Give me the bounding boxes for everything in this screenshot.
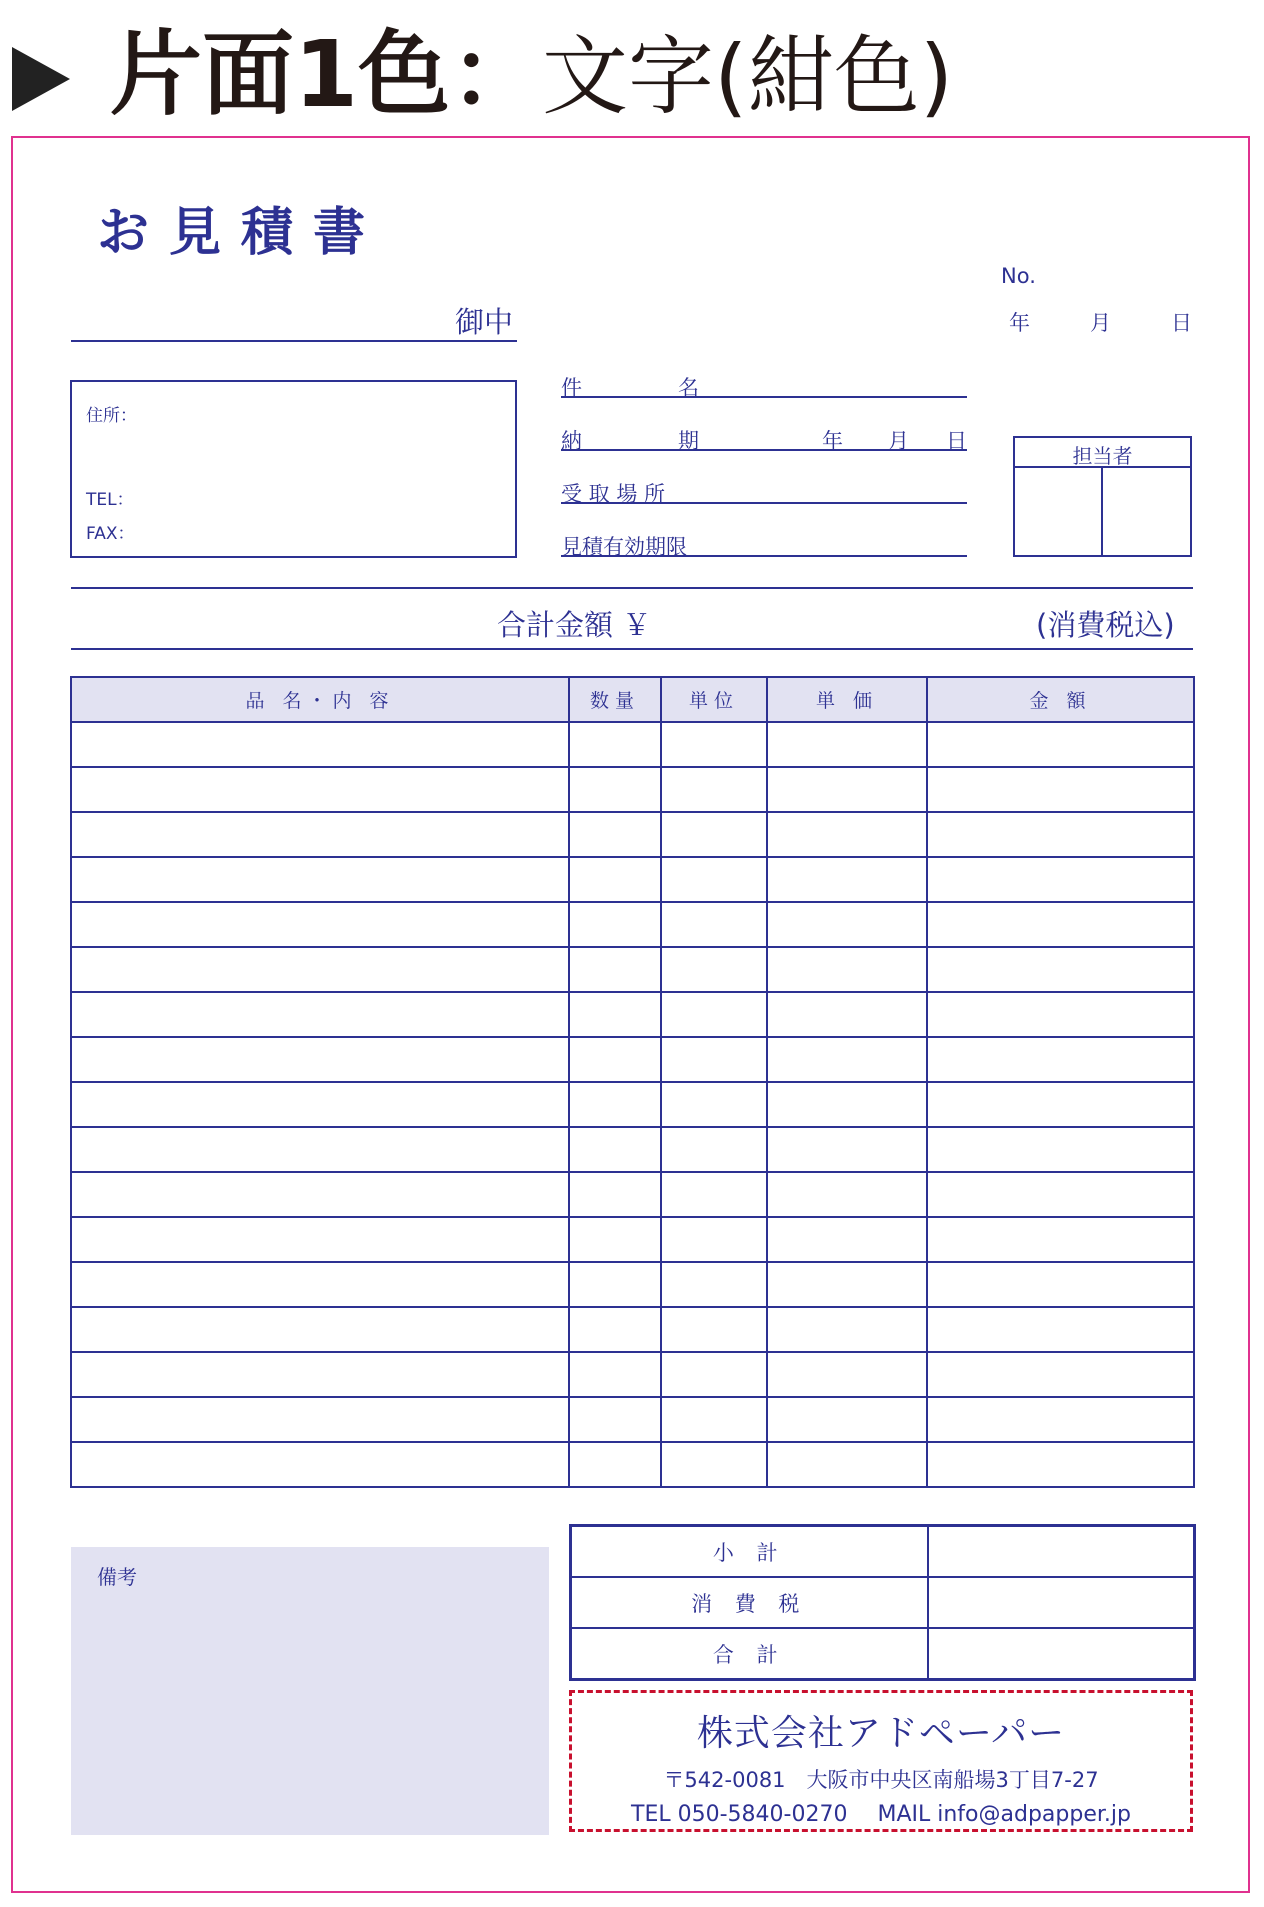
amount-cell[interactable] bbox=[927, 722, 1194, 767]
amount-cell[interactable] bbox=[927, 1217, 1194, 1262]
quantity-cell[interactable] bbox=[569, 1262, 661, 1307]
amount-cell[interactable] bbox=[927, 902, 1194, 947]
form-title: お見積書 bbox=[97, 203, 386, 263]
table-row bbox=[71, 722, 1194, 767]
item-cell[interactable] bbox=[71, 1172, 569, 1217]
item-cell[interactable] bbox=[71, 1082, 569, 1127]
heading-main: 片面1色： bbox=[110, 21, 543, 128]
quantity-cell[interactable] bbox=[569, 1397, 661, 1442]
tax-label: 消 費 税 bbox=[571, 1577, 928, 1628]
tax-included-note: (消費税込) bbox=[1036, 608, 1175, 642]
quantity-cell[interactable] bbox=[569, 812, 661, 857]
unit-price-cell[interactable] bbox=[767, 1127, 927, 1172]
unit-cell[interactable] bbox=[661, 1442, 767, 1487]
header-unit-price: 単 価 bbox=[767, 677, 927, 722]
company-name: 株式会社アドペーパー bbox=[696, 1713, 1066, 1754]
table-row bbox=[71, 1397, 1194, 1442]
quantity-cell[interactable] bbox=[569, 722, 661, 767]
table-row bbox=[71, 1037, 1194, 1082]
items-table bbox=[70, 676, 1195, 1488]
total-top-line bbox=[71, 587, 1193, 589]
quantity-cell[interactable] bbox=[569, 1082, 661, 1127]
table-row bbox=[571, 1526, 1195, 1578]
item-cell[interactable] bbox=[71, 767, 569, 812]
unit-price-cell[interactable] bbox=[767, 722, 927, 767]
quantity-cell[interactable] bbox=[569, 767, 661, 812]
recipient-line bbox=[71, 340, 517, 342]
person-in-charge-label: 担当者 bbox=[1072, 444, 1133, 468]
item-cell[interactable] bbox=[71, 1397, 569, 1442]
heading-sub: 文字(紺色) bbox=[542, 27, 954, 127]
delivery-year: 年 bbox=[822, 429, 843, 453]
unit-cell[interactable] bbox=[661, 767, 767, 812]
amount-cell[interactable] bbox=[927, 1037, 1194, 1082]
person-in-charge-split bbox=[1101, 466, 1103, 557]
header-amount: 金 額 bbox=[927, 677, 1194, 722]
table-row bbox=[71, 1082, 1194, 1127]
validity-line bbox=[561, 555, 967, 557]
item-cell[interactable] bbox=[71, 1217, 569, 1262]
item-cell[interactable] bbox=[71, 812, 569, 857]
table-row bbox=[71, 812, 1194, 857]
table-row bbox=[571, 1577, 1195, 1628]
company-box bbox=[569, 1690, 1193, 1832]
unit-price-cell[interactable] bbox=[767, 1352, 927, 1397]
date-month-label: 月 bbox=[1090, 311, 1111, 335]
unit-price-cell[interactable] bbox=[767, 857, 927, 902]
memo-box bbox=[71, 1547, 549, 1835]
unit-cell[interactable] bbox=[661, 1217, 767, 1262]
tax-value[interactable] bbox=[928, 1577, 1195, 1628]
company-tel: TEL 050-5840-0270 bbox=[631, 1802, 848, 1827]
quantity-cell[interactable] bbox=[569, 1352, 661, 1397]
quantity-cell[interactable] bbox=[569, 1217, 661, 1262]
table-row bbox=[71, 1217, 1194, 1262]
grand-total-label: 合 計 bbox=[571, 1628, 928, 1680]
validity-label: 見積有効期限 bbox=[561, 535, 687, 559]
item-cell[interactable] bbox=[71, 1037, 569, 1082]
unit-price-cell[interactable] bbox=[767, 1037, 927, 1082]
unit-price-cell[interactable] bbox=[767, 767, 927, 812]
table-row bbox=[71, 1127, 1194, 1172]
place-label: 受 取 場 所 bbox=[561, 482, 666, 506]
place-line bbox=[561, 502, 967, 504]
quantity-cell[interactable] bbox=[569, 947, 661, 992]
item-cell[interactable] bbox=[71, 1127, 569, 1172]
unit-cell[interactable] bbox=[661, 812, 767, 857]
table-row bbox=[71, 1262, 1194, 1307]
header-quantity: 数量 bbox=[569, 677, 661, 722]
amount-cell[interactable] bbox=[927, 992, 1194, 1037]
item-cell[interactable] bbox=[71, 1352, 569, 1397]
unit-price-cell[interactable] bbox=[767, 1217, 927, 1262]
tel-label: TEL： bbox=[86, 490, 134, 510]
unit-cell[interactable] bbox=[661, 1352, 767, 1397]
unit-price-cell[interactable] bbox=[767, 1262, 927, 1307]
item-cell[interactable] bbox=[71, 902, 569, 947]
unit-price-cell[interactable] bbox=[767, 1442, 927, 1487]
unit-cell[interactable] bbox=[661, 902, 767, 947]
table-row bbox=[71, 857, 1194, 902]
quantity-cell[interactable] bbox=[569, 1172, 661, 1217]
unit-cell[interactable] bbox=[661, 1262, 767, 1307]
amount-cell[interactable] bbox=[927, 947, 1194, 992]
unit-cell[interactable] bbox=[661, 857, 767, 902]
subtotal-label: 小 計 bbox=[571, 1526, 928, 1578]
table-header-row bbox=[71, 677, 1194, 722]
table-row bbox=[71, 1352, 1194, 1397]
item-cell[interactable] bbox=[71, 722, 569, 767]
unit-price-cell[interactable] bbox=[767, 812, 927, 857]
memo-label: 備考 bbox=[97, 1565, 137, 1589]
unit-cell[interactable] bbox=[661, 1397, 767, 1442]
delivery-line bbox=[561, 449, 967, 451]
date-year-label: 年 bbox=[1009, 311, 1030, 335]
subject-label-1: 件 bbox=[561, 376, 582, 400]
quantity-cell[interactable] bbox=[569, 1442, 661, 1487]
unit-price-cell[interactable] bbox=[767, 1307, 927, 1352]
company-address: 〒542-0081 大阪市中央区南船場3丁目7-27 bbox=[663, 1768, 1099, 1792]
item-cell[interactable] bbox=[71, 992, 569, 1037]
subtotal-value[interactable] bbox=[928, 1526, 1195, 1578]
amount-cell[interactable] bbox=[927, 857, 1194, 902]
quantity-cell[interactable] bbox=[569, 902, 661, 947]
quantity-cell[interactable] bbox=[569, 1037, 661, 1082]
summary-table bbox=[569, 1524, 1196, 1681]
unit-price-cell[interactable] bbox=[767, 902, 927, 947]
quantity-cell[interactable] bbox=[569, 992, 661, 1037]
unit-cell[interactable] bbox=[661, 1037, 767, 1082]
unit-cell[interactable] bbox=[661, 1307, 767, 1352]
quantity-cell[interactable] bbox=[569, 1307, 661, 1352]
delivery-label-2: 期 bbox=[678, 429, 699, 453]
amount-cell[interactable] bbox=[927, 1397, 1194, 1442]
recipient-suffix: 御中 bbox=[455, 305, 514, 339]
item-cell[interactable] bbox=[71, 1262, 569, 1307]
header-item: 品 名・内 容 bbox=[71, 677, 569, 722]
address-label: 住所： bbox=[86, 406, 137, 426]
table-row bbox=[571, 1628, 1195, 1680]
total-bottom-line bbox=[71, 648, 1193, 650]
unit-price-cell[interactable] bbox=[767, 992, 927, 1037]
date-day-label: 日 bbox=[1171, 311, 1192, 335]
address-box bbox=[70, 380, 517, 558]
table-row bbox=[71, 947, 1194, 992]
unit-cell[interactable] bbox=[661, 1127, 767, 1172]
total-label: 合計金額 ￥ bbox=[497, 608, 652, 642]
table-row bbox=[71, 1307, 1194, 1352]
unit-price-cell[interactable] bbox=[767, 1082, 927, 1127]
unit-cell[interactable] bbox=[661, 722, 767, 767]
amount-cell[interactable] bbox=[927, 812, 1194, 857]
table-row bbox=[71, 1442, 1194, 1487]
delivery-month: 月 bbox=[888, 429, 909, 453]
unit-price-cell[interactable] bbox=[767, 947, 927, 992]
amount-cell[interactable] bbox=[927, 1442, 1194, 1487]
table-row bbox=[71, 767, 1194, 812]
header-unit: 単位 bbox=[661, 677, 767, 722]
unit-cell[interactable] bbox=[661, 992, 767, 1037]
amount-cell[interactable] bbox=[927, 1352, 1194, 1397]
grand-total-value[interactable] bbox=[928, 1628, 1195, 1680]
item-cell[interactable] bbox=[71, 947, 569, 992]
item-cell[interactable] bbox=[71, 857, 569, 902]
amount-cell[interactable] bbox=[927, 1082, 1194, 1127]
table-row bbox=[71, 992, 1194, 1037]
delivery-day: 日 bbox=[946, 429, 967, 453]
table-row bbox=[71, 902, 1194, 947]
quantity-cell[interactable] bbox=[569, 857, 661, 902]
subject-label-2: 名 bbox=[678, 376, 699, 400]
company-contact bbox=[572, 1802, 1190, 1827]
amount-cell[interactable] bbox=[927, 767, 1194, 812]
unit-cell[interactable] bbox=[661, 1172, 767, 1217]
item-cell[interactable] bbox=[71, 1307, 569, 1352]
table-row bbox=[71, 1172, 1194, 1217]
unit-cell[interactable] bbox=[661, 947, 767, 992]
amount-cell[interactable] bbox=[927, 1127, 1194, 1172]
amount-cell[interactable] bbox=[927, 1172, 1194, 1217]
company-mail: MAIL info@adpapper.jp bbox=[877, 1802, 1131, 1827]
unit-price-cell[interactable] bbox=[767, 1397, 927, 1442]
page-heading bbox=[110, 22, 953, 128]
item-cell[interactable] bbox=[71, 1442, 569, 1487]
subject-line bbox=[561, 396, 967, 398]
amount-cell[interactable] bbox=[927, 1262, 1194, 1307]
play-triangle-icon bbox=[12, 47, 70, 111]
unit-cell[interactable] bbox=[661, 1082, 767, 1127]
amount-cell[interactable] bbox=[927, 1307, 1194, 1352]
number-label: No. bbox=[1001, 264, 1036, 288]
fax-label: FAX： bbox=[86, 524, 135, 544]
unit-price-cell[interactable] bbox=[767, 1172, 927, 1217]
delivery-label-1: 納 bbox=[561, 429, 582, 453]
quantity-cell[interactable] bbox=[569, 1127, 661, 1172]
